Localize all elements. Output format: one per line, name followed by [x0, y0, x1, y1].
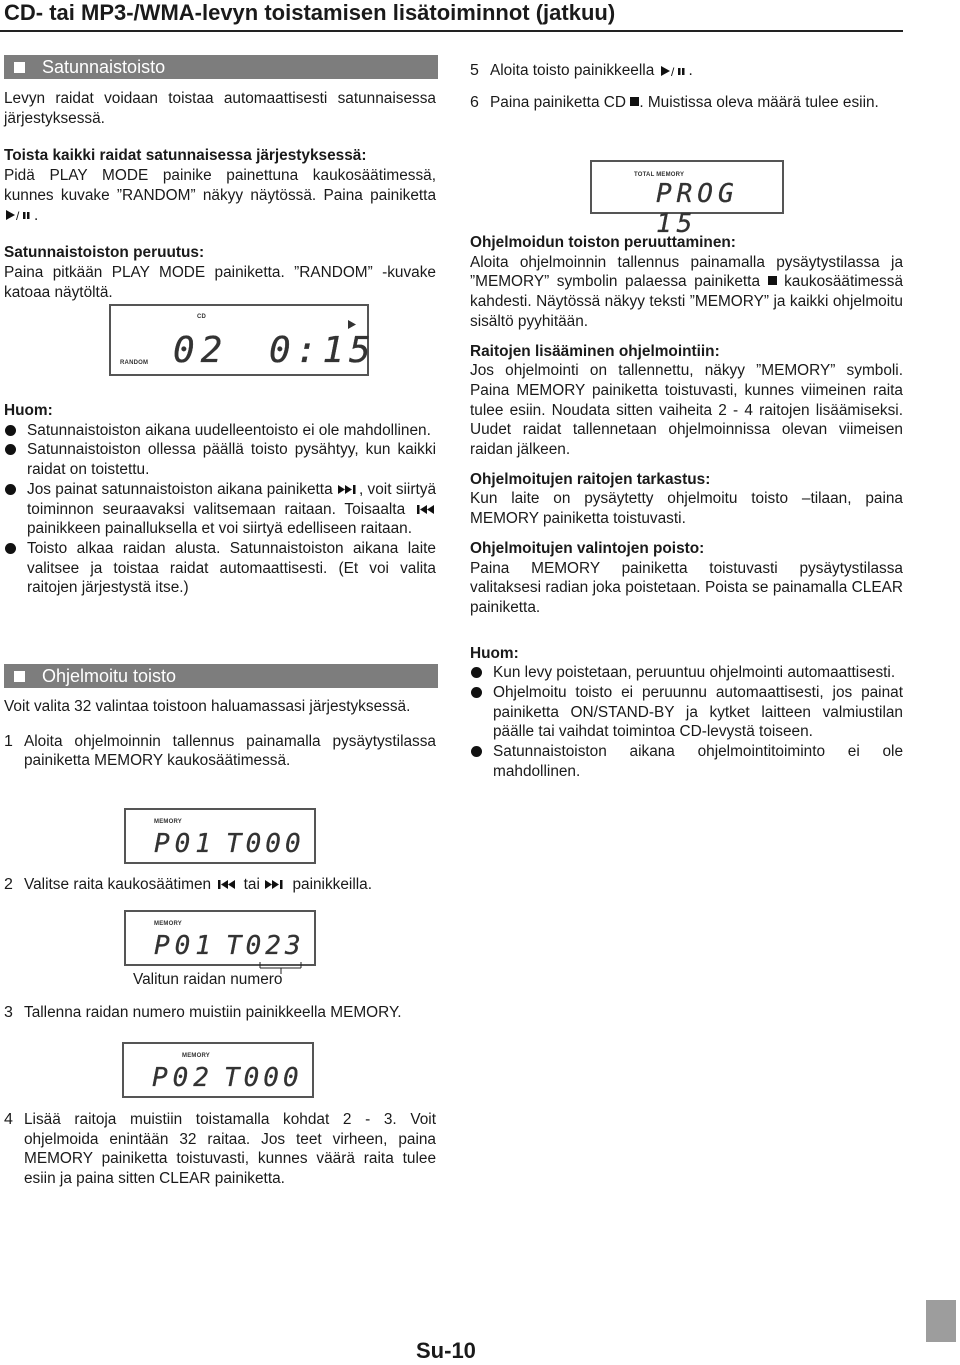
cancel-program-heading: Ohjelmoidun toiston peruuttaminen:: [470, 234, 736, 251]
bullet-dot-icon: [471, 687, 482, 698]
right-steps: [470, 61, 903, 112]
lcd-display-step3: [122, 1042, 314, 1098]
square-bullet-icon: [14, 671, 25, 682]
note-item: Kun levy poistetaan, peruuntuu ohjelmointi automaattisesti.: [470, 663, 903, 683]
random-notes: [4, 401, 436, 598]
previous-track-icon: [215, 879, 239, 890]
lcd-display-total: [590, 160, 784, 239]
note-item: Jos painat satunnaistoiston aikana painiketta , voit siirtyä toiminnon seuraavaksi valitsemaan raitaan. Toisaalta painikkeen painalluksella et voi siirtyä edelliseen raitaan.: [4, 480, 436, 539]
lcd-caption: Valitun raidan numero: [133, 971, 283, 988]
lcd-prog-count: PROG 15: [656, 179, 739, 239]
step-2: 2 Valitse raita kaukosäätimen tai painikkeilla.: [4, 876, 373, 893]
bullet-dot-icon: [5, 543, 16, 554]
note-item: Satunnaistoiston ollessa päällä toisto pysähtyy, kun kaikki raidat on toistettu.: [4, 440, 436, 479]
note-item: Toisto alkaa raidan alusta. Satunnaistoiston aikana laite valitsee ja toistaa raidat automaattisesti. (Et voi valita raitojen järjestystä itse.): [4, 539, 436, 598]
lcd-program-number: P02: [152, 1063, 214, 1093]
svg-text:/: /: [16, 209, 20, 222]
right-content: [470, 233, 903, 782]
add-tracks-heading: Raitojen lisääminen ohjelmointiin:: [470, 342, 720, 360]
note-item: Ohjelmoitu toisto ei peruunnu automaattisesti, jos painat painiketta ON/STAND-BY ja kytket laitteen valmiustilan päälle tai vaihdat toimintoa CD-levystä toiseen.: [470, 683, 903, 742]
lcd-total-memory-label: TOTAL MEMORY: [634, 172, 685, 178]
page-edge-tab: [926, 1300, 956, 1342]
programmed-content: [4, 697, 436, 771]
previous-track-icon: [414, 504, 436, 515]
square-bullet-icon: [14, 62, 25, 73]
remove-tracks-text: Paina MEMORY painiketta toistuvasti pysäytystilassa valitaksesi radian joka poistetaan. Poista se painamalla CLEAR painiketta.: [470, 559, 903, 616]
programmed-intro: Voit valita 32 valintaa toistoon haluamassasi järjestyksessä.: [4, 698, 411, 715]
section-heading-programmed: Ohjelmoitu toisto: [4, 664, 438, 688]
lcd-track-number: T000: [224, 1063, 303, 1093]
note-item: Satunnaistoiston aikana uudelleentoisto ei ole mahdollinen.: [4, 421, 436, 441]
check-tracks-text: Kun laite on pysäytetty ohjelmoitu toisto –tilaan, paina MEMORY painiketta toistuvasti.: [470, 490, 903, 528]
lcd-cd-label: CD: [197, 314, 207, 320]
lcd-program-number: P01: [154, 931, 216, 961]
next-track-icon: [264, 879, 288, 890]
lcd-display-random: [109, 304, 376, 376]
page-title: CD- tai MP3-/WMA-levyn toistamisen lisätoiminnot (jatkuu): [4, 0, 616, 25]
lcd-memory-label: MEMORY: [154, 921, 182, 927]
lcd-display-step1: [124, 808, 316, 864]
lcd-track-number: T000: [226, 829, 305, 859]
step-4: 4 Lisää raitoja muistiin toistamalla kohdat 2 - 3. Voit ohjelmoida enintään 32 raitaa. Jos teet virheen, paina MEMORY painiketta toistuvasti, kunnes väärä raita tulee esiin ja paina sitten CLEAR painiketta.: [4, 1111, 436, 1188]
random-intro: Levyn raidat voidaan toistaa automaattisesti satunnaisessa järjestyksessä.: [4, 90, 436, 127]
title-divider: [0, 30, 903, 32]
bullet-dot-icon: [471, 667, 482, 678]
next-track-icon: [337, 484, 359, 495]
add-tracks-text: Jos ohjelmointi on tallennettu, näkyy ”MEMORY” symboli. Paina MEMORY painiketta toistuvasti, kunnes viimeinen raita tulee esiin. Noudata sitten vaiheita 2 - 4 raitojen lisäämiseksi. Uudet raidat tallennetaan ohjelmoinnissa olevan viimeisen raidan jälkeen.: [470, 362, 903, 459]
bullet-dot-icon: [5, 444, 16, 455]
play-indicator-icon: [348, 320, 356, 329]
stop-icon: [630, 97, 639, 106]
note-heading: Huom:: [4, 402, 53, 419]
page-number: Su-10: [416, 1338, 476, 1363]
random-cancel-text: Paina pitkään PLAY MODE painiketta. ”RANDOM” -kuvake katoaa näytöltä.: [4, 263, 436, 301]
svg-text:/: /: [670, 64, 674, 77]
lcd-memory-label: MEMORY: [182, 1053, 210, 1059]
lcd-display-step2: [124, 910, 316, 966]
lcd-track-number: 02: [173, 330, 229, 371]
random-content: [4, 89, 436, 302]
step-3: 3 Tallenna raidan numero muistiin painikkeella MEMORY.: [4, 1004, 402, 1021]
play-pause-icon: [659, 65, 689, 77]
lcd-memory-label: MEMORY: [154, 819, 182, 825]
random-all-text: Pidä PLAY MODE painike painettuna kaukosäätimessä, kunnes kuvake ”RANDOM” näkyy näytössä. Paina painiketta / .: [4, 167, 436, 224]
lcd-program-number: P01: [154, 829, 216, 859]
lcd-random-label: RANDOM: [120, 360, 149, 366]
random-all-heading: Toista kaikki raidat satunnaisessa järjestyksessä:: [4, 147, 367, 165]
bullet-dot-icon: [5, 484, 16, 495]
step-5: 5 Aloita toisto painikkeella / .: [470, 62, 693, 79]
play-pause-icon: [4, 209, 34, 221]
cancel-program-text: Aloita ohjelmoinnin tallennus painamalla pysäytystilassa ja ”MEMORY” symbolin palaessa painiketta kaukosäätimessä kahdesti. Näytössä näkyy teksti ”MEMORY” ja kaikki ohjelmoitu sisältö pyyhitään.: [470, 253, 904, 330]
bullet-dot-icon: [5, 425, 16, 436]
check-tracks-heading: Ohjelmoitujen raitojen tarkastus:: [470, 470, 711, 488]
section-heading-random: Satunnaistoisto: [4, 55, 438, 79]
remove-tracks-heading: Ohjelmoitujen valintojen poisto:: [470, 539, 705, 557]
step-1: 1 Aloita ohjelmoinnin tallennus painamalla pysäytystilassa painiketta MEMORY kaukosäätimessä.: [4, 732, 436, 770]
step-6: 6 Paina painiketta CD . Muistissa oleva määrä tulee esiin.: [470, 93, 879, 111]
note-item: Satunnaistoiston aikana ohjelmointitoiminto ei ole mahdollinen.: [470, 742, 903, 781]
random-cancel-heading: Satunnaistoiston peruutus:: [4, 244, 205, 262]
lcd-time: 0:15: [269, 330, 376, 371]
lcd-track-number: T023: [226, 931, 305, 961]
note-heading: Huom:: [470, 644, 519, 662]
stop-icon: [768, 276, 777, 285]
bullet-dot-icon: [471, 746, 482, 757]
